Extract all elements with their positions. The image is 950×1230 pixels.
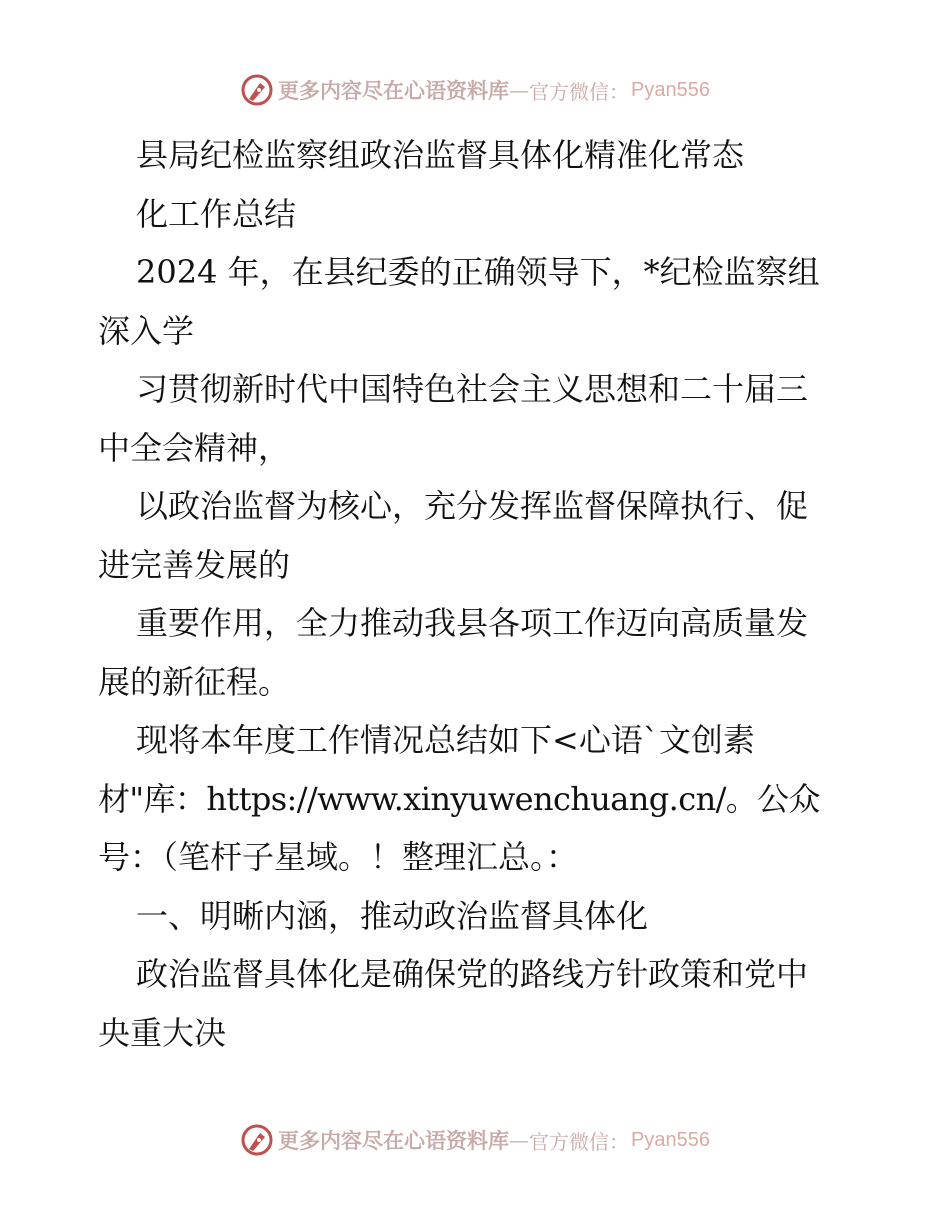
paragraph-line: 重要作用，全力推动我县各项工作迈向高质量发 [136, 604, 809, 642]
document-body [98, 126, 858, 1062]
paragraph-line: 2024 年，在县纪委的正确领导下，*纪检监察组 [136, 253, 820, 291]
paragraph-line: 央重大决 [98, 1013, 227, 1052]
paragraph-line: 号：（笔杆子星域。！整理汇总。： [98, 838, 579, 876]
pen-nib-logo-icon [240, 1123, 274, 1157]
doc-title-line-1: 县局纪检监察组政治监督具体化精准化常态 [136, 136, 745, 174]
section-heading: 一、明晰内涵，推动政治监督具体化 [136, 896, 649, 935]
watermark-dash: — [509, 78, 530, 102]
paragraph-line: 进完善发展的 [98, 545, 291, 584]
header-watermark [0, 68, 950, 112]
watermark-brand: 更多内容尽在心语资料库 [278, 1128, 510, 1153]
watermark-brand: 更多内容尽在心语资料库 [278, 78, 510, 103]
watermark-dash: — [509, 1128, 530, 1152]
paragraph-line: 中全会精神， [98, 428, 291, 467]
watermark-wechat-id: Pyan556 [631, 1128, 710, 1151]
paragraph-line: 现将本年度工作情况总结如下<心语`文创素 [136, 721, 755, 759]
paragraph-line: 政治监督具体化是确保党的路线方针政策和党中 [136, 955, 809, 993]
watermark-wechat-label: 官方微信： [529, 79, 630, 104]
footer-watermark [0, 1118, 950, 1162]
doc-title-line-2: 化工作总结 [136, 194, 297, 233]
watermark-wechat-id: Pyan556 [631, 78, 710, 101]
paragraph-line: 深入学 [98, 311, 195, 350]
paragraph-line-url: 材"库：https://www.xinyuwenchuang.cn/。公众 [98, 779, 820, 818]
paragraph-line: 展的新征程。 [98, 662, 291, 701]
watermark-wechat-label: 官方微信： [529, 1129, 630, 1154]
paragraph-line: 以政治监督为核心，充分发挥监督保障执行、促 [136, 487, 809, 525]
pen-nib-logo-icon [240, 73, 274, 107]
paragraph-line: 习贯彻新时代中国特色社会主义思想和二十届三 [136, 370, 809, 408]
